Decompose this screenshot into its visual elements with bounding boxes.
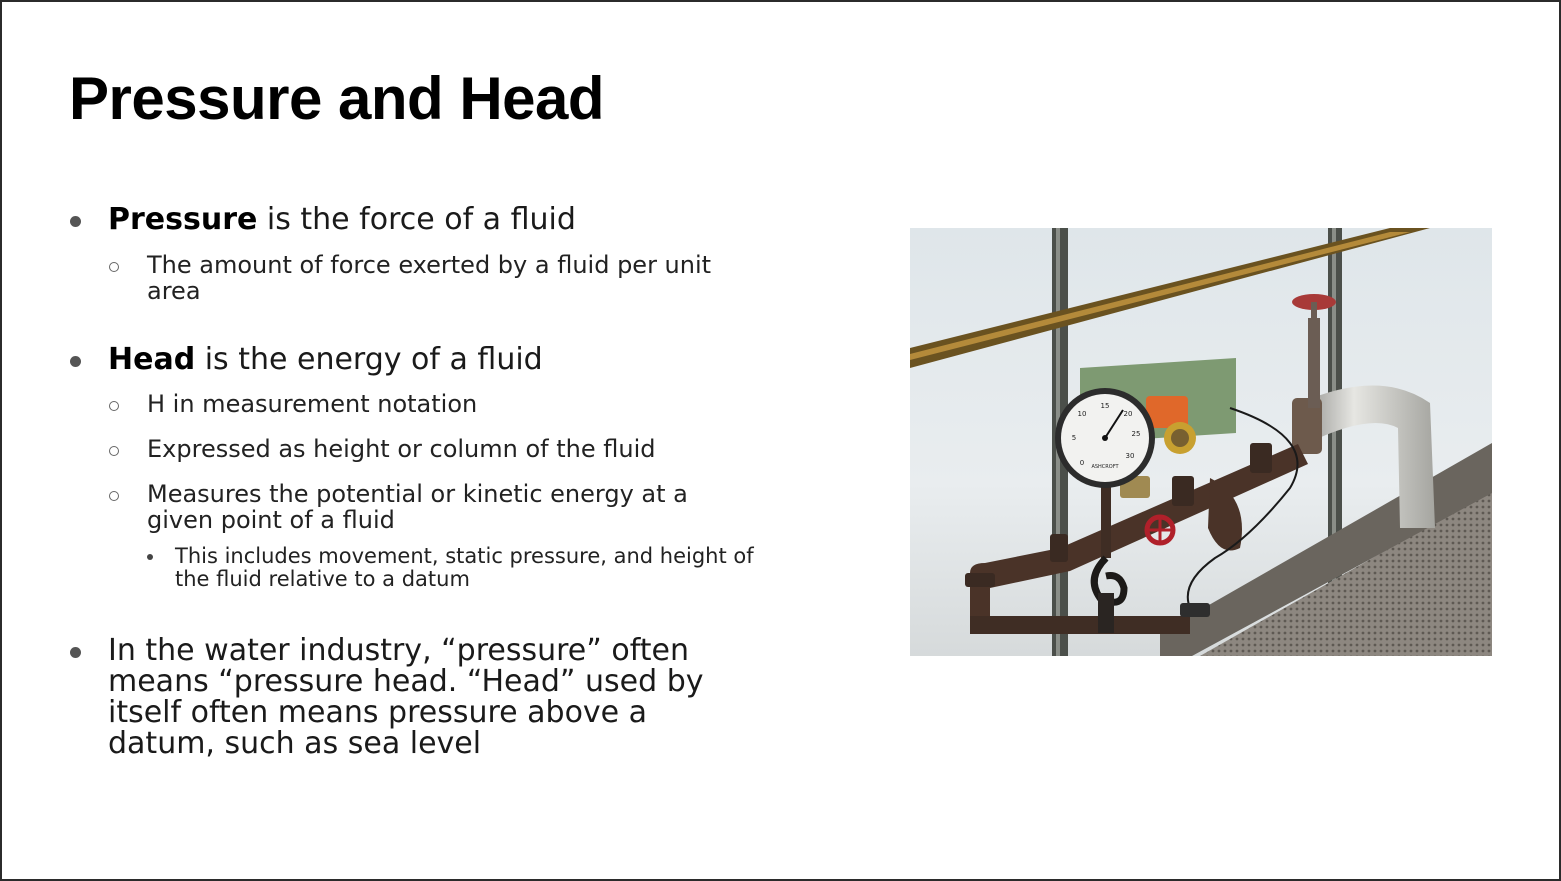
pressure-gauge-image [910, 228, 1492, 656]
sub-bullet [69, 252, 747, 304]
sub-bullet [69, 436, 799, 462]
sub-sub-bullet-text: This includes movement, static pressure, and height of the fluid relative to a datum [175, 544, 754, 591]
gauge-tick-label: 0 [1079, 459, 1085, 467]
sub-bullet-text: H in measurement notation [147, 390, 478, 418]
sub-bullet-text: Measures the potential or kinetic energy at a given point of a fluid [147, 480, 688, 534]
slide-title: Pressure and Head [69, 65, 605, 132]
hollow-bullet-icon [109, 401, 119, 411]
pressure-gauge-photo [910, 228, 1492, 656]
bullet-dot-icon [70, 647, 81, 658]
hollow-bullet-icon [109, 262, 119, 272]
bullet-text: is the energy of a fluid [195, 342, 543, 377]
bullet-head [69, 344, 799, 375]
sub-bullet-text: The amount of force exerted by a fluid per unit area [147, 251, 712, 305]
small-bullet-icon [147, 554, 153, 560]
bullet-bold-term: Pressure [108, 202, 258, 237]
gauge-tick-label: 30 [1125, 452, 1135, 460]
bullet-dot-icon [70, 356, 81, 367]
bullet-dot-icon [70, 216, 81, 227]
bullet-pressure [69, 204, 799, 235]
gauge-brand-label: ASHCROFT [1091, 464, 1119, 470]
sub-bullet [69, 481, 737, 533]
bullet-text: In the water industry, “pressure” often means “pressure head. “Head” used by itself often means pressure above a datum, such as sea level [108, 633, 704, 761]
gauge-tick-label: 15 [1100, 402, 1110, 410]
bullet-list [69, 198, 799, 759]
bullet-bold-term: Head [108, 342, 196, 377]
sub-bullet-text: Expressed as height or column of the fluid [147, 435, 656, 463]
sub-sub-bullet [69, 545, 785, 591]
gauge-tick-label: 10 [1077, 410, 1087, 418]
gauge-tick-label: 25 [1131, 430, 1141, 438]
bullet-text: is the force of a fluid [257, 202, 576, 237]
gauge-tick-label: 5 [1071, 434, 1077, 442]
sub-bullet [69, 391, 799, 417]
hollow-bullet-icon [109, 446, 119, 456]
gauge-tick-label: 20 [1123, 410, 1133, 418]
hollow-bullet-icon [109, 491, 119, 501]
bullet-water-industry [69, 635, 763, 759]
